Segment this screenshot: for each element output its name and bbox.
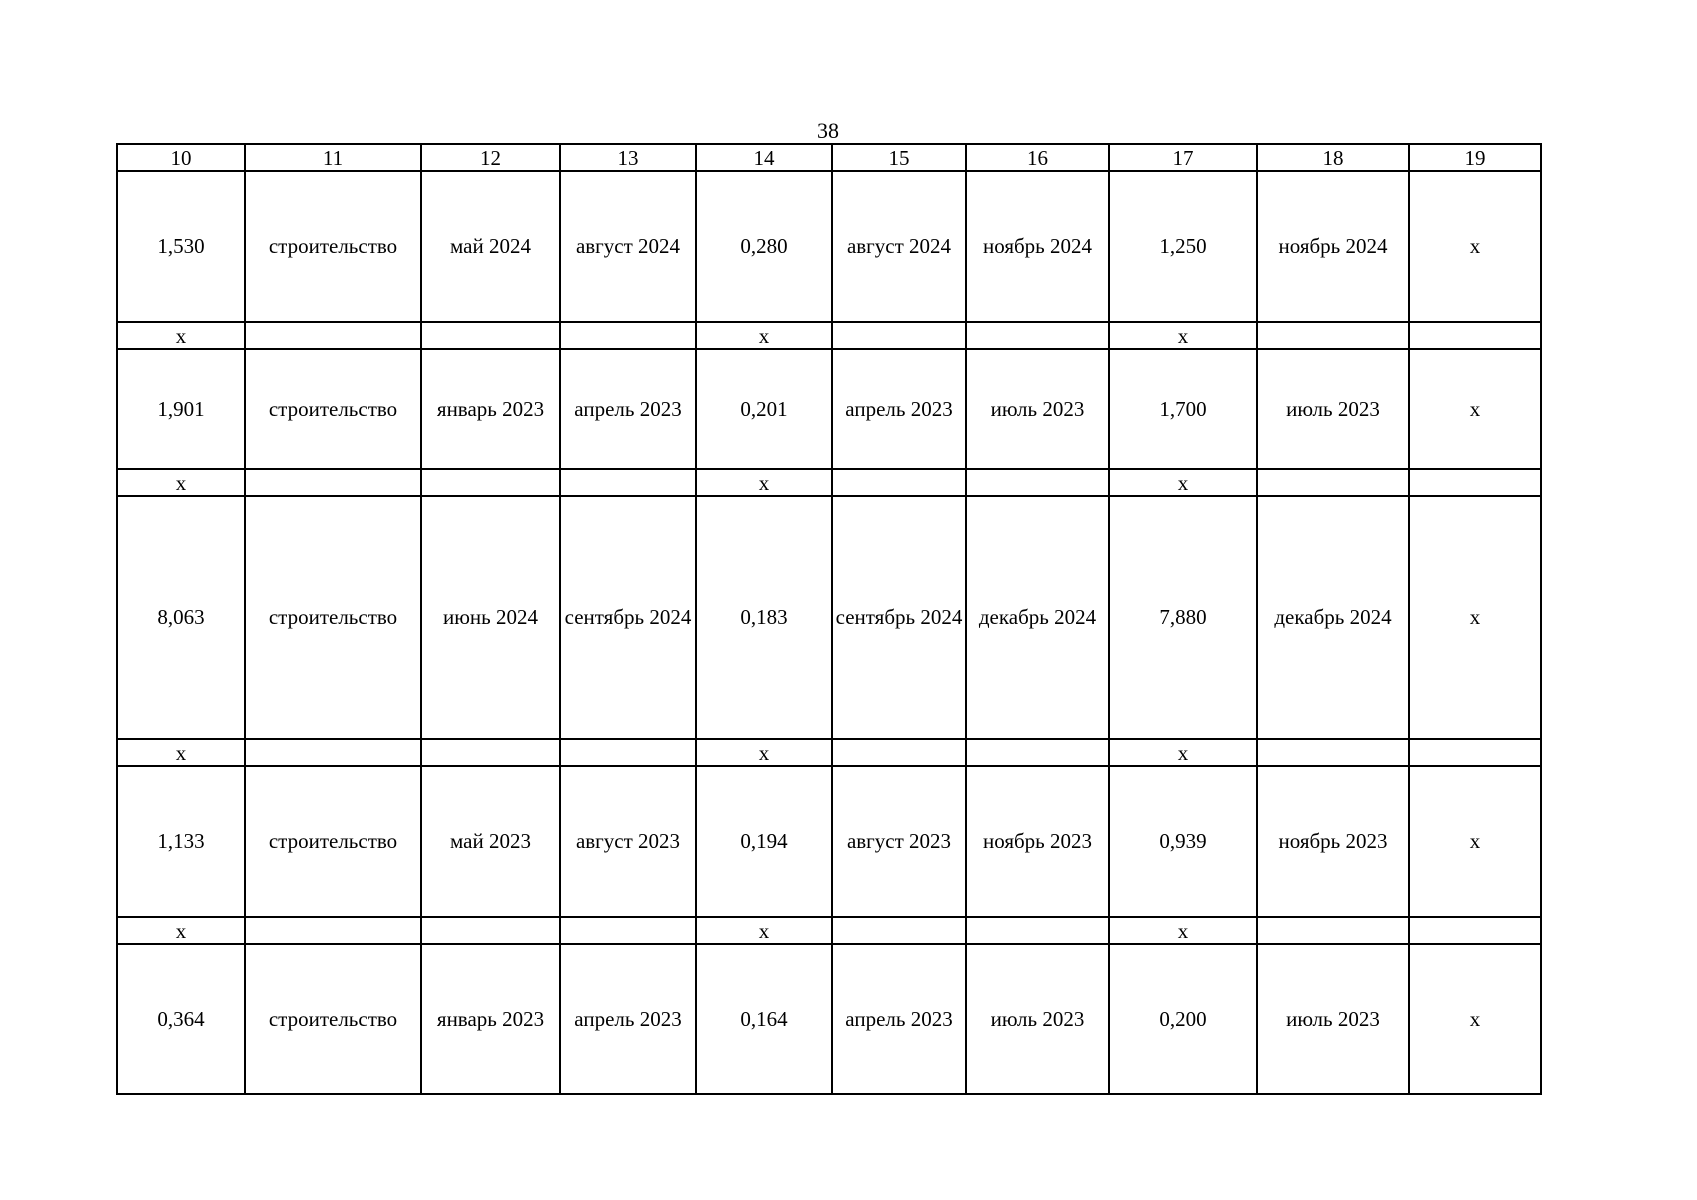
table-sub-row	[117, 469, 1541, 496]
table-sub-row	[117, 739, 1541, 766]
table-cell: x	[117, 322, 245, 349]
table-cell	[1257, 917, 1409, 944]
table-cell	[1409, 469, 1541, 496]
column-number: 14	[696, 144, 832, 171]
table-row	[117, 496, 1541, 739]
table-cell: x	[696, 739, 832, 766]
table-cell	[421, 739, 560, 766]
table-cell	[1257, 322, 1409, 349]
table-row	[117, 944, 1541, 1094]
table-cell: январь 2023	[421, 349, 560, 469]
table-cell: строительство	[245, 349, 421, 469]
table-cell: 0,200	[1109, 944, 1257, 1094]
table-cell: декабрь 2024	[966, 496, 1109, 739]
table-cell: сентябрь 2024	[560, 496, 696, 739]
table-cell	[966, 322, 1109, 349]
table-sub-row	[117, 322, 1541, 349]
table-cell: январь 2023	[421, 944, 560, 1094]
table-cell: август 2023	[832, 766, 966, 917]
table-cell: x	[1409, 766, 1541, 917]
table-cell: x	[1409, 171, 1541, 322]
table-row	[117, 349, 1541, 469]
table-cell: 8,063	[117, 496, 245, 739]
table-cell	[245, 469, 421, 496]
table-cell	[1257, 739, 1409, 766]
table-cell: апрель 2023	[560, 944, 696, 1094]
table-cell	[1409, 322, 1541, 349]
table-cell: июль 2023	[1257, 349, 1409, 469]
table-cell	[421, 917, 560, 944]
table-cell: ноябрь 2023	[966, 766, 1109, 917]
column-number: 19	[1409, 144, 1541, 171]
table-cell: ноябрь 2023	[1257, 766, 1409, 917]
table-cell: 0,939	[1109, 766, 1257, 917]
table-cell	[245, 322, 421, 349]
table-cell	[966, 469, 1109, 496]
table-cell	[421, 322, 560, 349]
table-cell: x	[1109, 469, 1257, 496]
table-cell: x	[117, 739, 245, 766]
column-number: 18	[1257, 144, 1409, 171]
table-cell: x	[117, 917, 245, 944]
data-table	[116, 143, 1542, 1095]
column-number: 10	[117, 144, 245, 171]
table-cell: 1,530	[117, 171, 245, 322]
table-cell: 1,250	[1109, 171, 1257, 322]
table-cell: август 2024	[832, 171, 966, 322]
table-cell: строительство	[245, 496, 421, 739]
column-number-row	[117, 144, 1541, 171]
table-cell: май 2024	[421, 171, 560, 322]
table-cell	[245, 917, 421, 944]
table-cell	[421, 469, 560, 496]
table-cell: август 2024	[560, 171, 696, 322]
table-cell: апрель 2023	[832, 349, 966, 469]
table-cell	[1257, 469, 1409, 496]
table-cell: июль 2023	[1257, 944, 1409, 1094]
table-cell: строительство	[245, 171, 421, 322]
table-cell: июль 2023	[966, 944, 1109, 1094]
table-cell	[560, 469, 696, 496]
column-number: 16	[966, 144, 1109, 171]
table-cell: 0,280	[696, 171, 832, 322]
table-cell: ноябрь 2024	[1257, 171, 1409, 322]
table-cell: x	[696, 917, 832, 944]
table-cell	[832, 739, 966, 766]
table-cell	[560, 917, 696, 944]
column-number: 12	[421, 144, 560, 171]
table-cell: июль 2023	[966, 349, 1109, 469]
table-cell: август 2023	[560, 766, 696, 917]
table-cell: 0,183	[696, 496, 832, 739]
table-cell: май 2023	[421, 766, 560, 917]
table-cell: 1,901	[117, 349, 245, 469]
table-row	[117, 766, 1541, 917]
table-cell	[832, 469, 966, 496]
table-sub-row	[117, 917, 1541, 944]
table-cell	[560, 739, 696, 766]
table-cell: 7,880	[1109, 496, 1257, 739]
page-number: 38	[817, 118, 839, 143]
column-number: 11	[245, 144, 421, 171]
table-cell: x	[1409, 349, 1541, 469]
table-cell: x	[696, 322, 832, 349]
table-cell: декабрь 2024	[1257, 496, 1409, 739]
table-cell	[966, 739, 1109, 766]
table-cell: июнь 2024	[421, 496, 560, 739]
table-cell: x	[1109, 917, 1257, 944]
table-cell: 0,164	[696, 944, 832, 1094]
table-cell: x	[1109, 739, 1257, 766]
table-cell: ноябрь 2024	[966, 171, 1109, 322]
table-cell: x	[1409, 944, 1541, 1094]
table-cell: 1,700	[1109, 349, 1257, 469]
table-cell	[245, 739, 421, 766]
column-number: 13	[560, 144, 696, 171]
table-cell	[832, 322, 966, 349]
column-number: 17	[1109, 144, 1257, 171]
table-cell	[832, 917, 966, 944]
table-cell: 0,201	[696, 349, 832, 469]
table-cell: апрель 2023	[832, 944, 966, 1094]
table-cell: x	[1409, 496, 1541, 739]
table-cell: x	[117, 469, 245, 496]
table-cell: сентябрь 2024	[832, 496, 966, 739]
table-cell: x	[1109, 322, 1257, 349]
table-cell	[966, 917, 1109, 944]
table-cell: 1,133	[117, 766, 245, 917]
table-cell	[1409, 917, 1541, 944]
table-cell: 0,364	[117, 944, 245, 1094]
table-cell	[1409, 739, 1541, 766]
table-cell: строительство	[245, 766, 421, 917]
column-number: 15	[832, 144, 966, 171]
table-cell	[560, 322, 696, 349]
table-cell: 0,194	[696, 766, 832, 917]
table-cell: апрель 2023	[560, 349, 696, 469]
table-cell: строительство	[245, 944, 421, 1094]
table-row	[117, 171, 1541, 322]
table-cell: x	[696, 469, 832, 496]
